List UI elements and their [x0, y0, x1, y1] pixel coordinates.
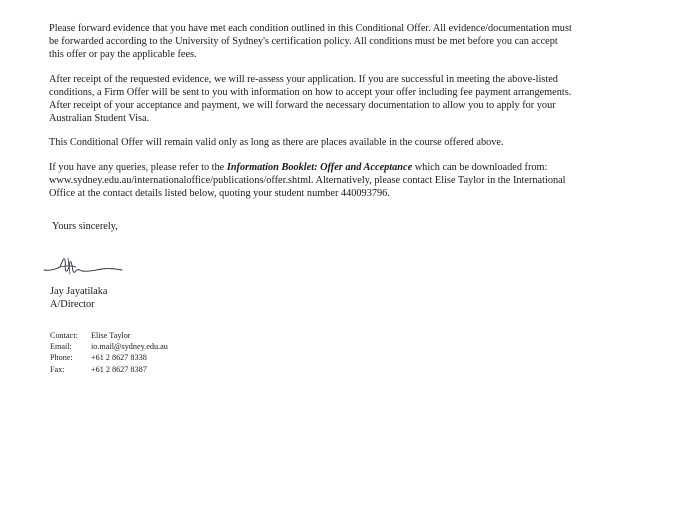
fax-label: Fax: [50, 364, 65, 374]
signer-block [50, 286, 107, 311]
email-value: io.mail@sydney.edu.au [91, 342, 168, 352]
phone-label: Phone: [50, 353, 73, 363]
contact-label: Contact: [50, 331, 78, 340]
email-label: Email: [50, 342, 72, 352]
queries-text-start: If you have any queries, please refer to the [49, 161, 227, 173]
paragraph-evidence: Please forward evidence that you have met each condition outlined in this Conditional Offer. All evidence/documentation must be forwarded according to the University of Sydney's certification policy. All conditions must be met before you can accept this offer or pay the applicable fees. [49, 23, 572, 61]
signer-name: Jay Jayatilaka [50, 286, 108, 297]
paragraph-validity: This Conditional Offer will remain valid only as long as there are places available in the course offered above. [49, 137, 504, 149]
paragraph-queries [49, 161, 649, 201]
queries-text-end: which can be downloaded from: www.sydney.edu.au/internationaloffice/publications/offer.shtml. Alternatively, please contact Elise Taylor in the International Office at the contact details listed below, quoting your student number 440093796. [49, 161, 566, 200]
signer-title: A/Director [50, 298, 95, 310]
contact-name: Elise Taylor [91, 331, 131, 340]
contact-row-phone [50, 352, 168, 363]
booklet-title: Information Booklet: Offer and Acceptance [226, 161, 413, 173]
signature-icon [40, 252, 130, 282]
contact-row-fax [50, 364, 168, 375]
paragraph-reassess: After receipt of the requested evidence, we will re-assess your application. If you are successful in meeting the above-listed conditions, a Firm Offer will be sent to you with information on how to accept your offer including fee payment arrangements. After receipt of your acceptance and payment, we will forward the necessary documentation to allow you to apply for your Australian Student Visa. [49, 73, 572, 125]
closing-salutation: Yours sincerely, [52, 221, 118, 232]
phone-value: +61 2 8627 8338 [91, 353, 147, 363]
letter-body [49, 22, 649, 211]
contact-details [50, 330, 168, 375]
contact-row-contact [50, 330, 168, 341]
fax-value: +61 2 8627 8387 [91, 364, 147, 374]
contact-row-email [50, 341, 168, 352]
